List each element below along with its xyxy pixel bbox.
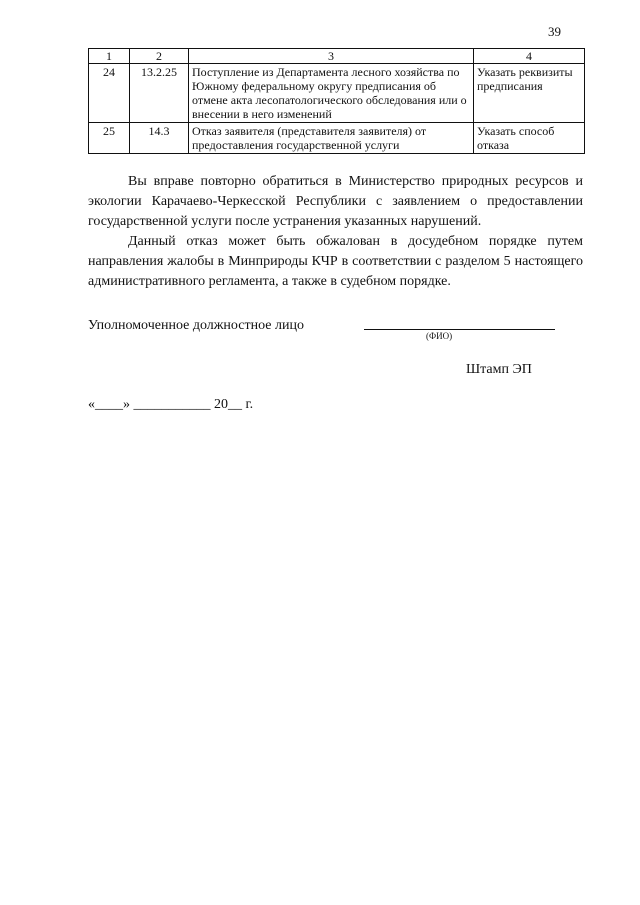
row-number: 24 — [89, 64, 130, 123]
stamp-label: Штамп ЭП — [466, 362, 532, 377]
header-cell: 1 — [89, 49, 130, 64]
table-row — [89, 64, 585, 123]
header-cell: 3 — [189, 49, 474, 64]
row-code: 13.2.25 — [130, 64, 189, 123]
fio-caption: (ФИО) — [426, 331, 453, 341]
row-action: Указать реквизиты предписания — [474, 64, 585, 123]
row-number: 25 — [89, 123, 130, 154]
page-number: 39 — [548, 24, 561, 39]
row-action: Указать способ отказа — [474, 123, 585, 154]
row-reason: Поступление из Департамента лесного хозяйства по Южному федеральному округу предписания об отмене акта лесопатологического обследования или о внесении в него изменений — [189, 64, 474, 123]
refusal-reasons-table — [88, 48, 585, 154]
signature-label: Уполномоченное должностное лицо — [88, 318, 304, 333]
table-header-row — [89, 49, 585, 64]
signature-line — [364, 329, 555, 330]
body-text — [88, 172, 583, 292]
header-cell: 2 — [130, 49, 189, 64]
paragraph-reapply: Вы вправе повторно обратиться в Министерство природных ресурсов и экологии Карачаево-Черкесской Республики с заявлением о предоставлении государственной услуги после устранения указанных нарушений. — [88, 174, 583, 229]
paragraph-appeal: Данный отказ может быть обжалован в досудебном порядке путем направления жалобы в Минприроды КЧР в соответствии с разделом 5 настоящего административного регламента, а также в судебном порядке. — [88, 234, 583, 289]
row-code: 14.3 — [130, 123, 189, 154]
header-cell: 4 — [474, 49, 585, 64]
table-row — [89, 123, 585, 154]
row-reason: Отказ заявителя (представителя заявителя) от предоставления государственной услуги — [189, 123, 474, 154]
date-line: «____» ___________ 20__ г. — [88, 397, 254, 412]
